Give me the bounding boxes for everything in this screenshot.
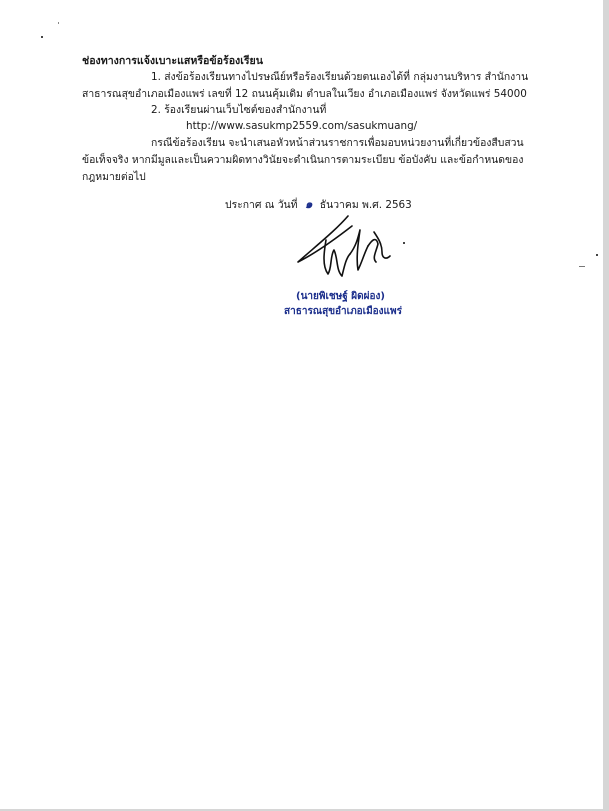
scan-speck [58, 22, 59, 24]
scan-speck [41, 36, 43, 38]
item-2-line-1: 2. ร้องเรียนผ่านเว็บไซต์ของสำนักงานที่ [151, 104, 327, 116]
scan-speck [596, 254, 598, 256]
item-1-line-1: 1. ส่งข้อร้องเรียนทางไปรษณีย์หรือร้องเรียนด้วยตนเองได้ที่ กลุ่มงานบริหาร สำนักงาน [151, 71, 529, 83]
signer-name: (นายพิเชษฐ์ ผิดผ่อง) [296, 291, 385, 302]
announcement-suffix: ธันวาคม พ.ศ. 2563 [319, 199, 412, 211]
note-line-2: ข้อเท็จจริง หากมีมูลและเป็นความผิดทางวินัยจะดำเนินการตามระเบียบ ข้อบังคับ และข้อกำหนดของ [82, 154, 524, 166]
note-line-1: กรณีข้อร้องเรียน จะนำเสนอหัวหน้าส่วนราชการเพื่อมอบหน่วยงานที่เกี่ยวข้องสืบสวน [151, 137, 524, 149]
scan-speck [579, 266, 585, 267]
announcement-prefix: ประกาศ ณ วันที่ [225, 199, 298, 211]
document-heading: ช่องทางการแจ้งเบาะแสหรือข้อร้องเรียน [82, 55, 263, 67]
announcement-day: ๑ [304, 197, 313, 211]
signature [286, 210, 416, 290]
website-url: http://www.sasukmp2559.com/sasukmuang/ [186, 120, 418, 132]
item-1-line-2: สาธารณสุขอำเภอเมืองแพร่ เลขที่ 12 ถนนคุ้มเดิม ตำบลในเวียง อำเภอเมืองแพร่ จังหวัดแพร่ 54000 [82, 88, 527, 100]
note-line-3: กฎหมายต่อไป [82, 171, 146, 183]
signer-position: สาธารณสุขอำเภอเมืองแพร่ [284, 306, 402, 317]
